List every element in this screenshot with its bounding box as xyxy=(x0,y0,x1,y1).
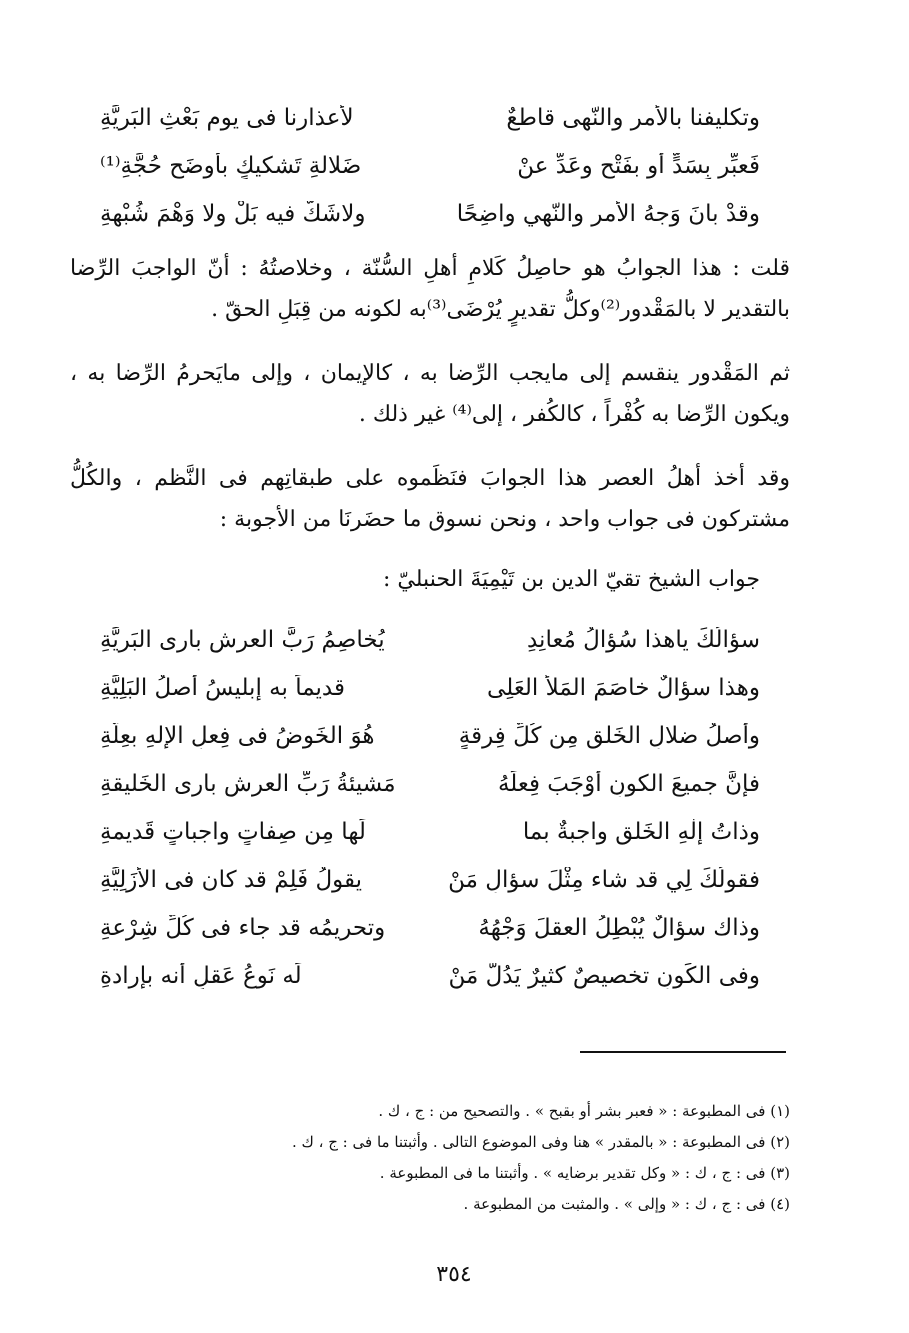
verse-hemistich-second: ضَلالةِ تَشكيكٍ بأوضَحِ حُجَّةِ⁽¹⁾ xyxy=(100,153,362,179)
paragraph-decree: ثم المَقْدور ينقسم إلى مايجب الرِّضا به ، كالإيمان ، وإلى مايَحرمُ الرِّضا به ، ويكون الرِّضا به كُفْراً ، كالكُفر ، إلى⁽⁴⁾ غير ذلك . xyxy=(70,361,790,427)
verse-line xyxy=(100,760,760,808)
verse-line xyxy=(100,94,760,142)
verse-hemistich-second: ولاشَكَّ فيه بَلْ ولا وَهْمَ شُبْهةِ xyxy=(100,201,366,227)
verse-group-top xyxy=(100,94,760,238)
footnote-separator xyxy=(580,1051,786,1053)
verse-hemistich-first: فقولُكَ لِي قد شاء مِثْلَ سؤالِ مَنْ xyxy=(448,867,760,893)
footnote-item: (٤) فى : ج ، ك : « وإلى » . والمثبت من المطبوعة . xyxy=(463,1195,790,1213)
verse-hemistich-second: لَها مِن صِفاتٍ واجباتٍ قَديمةِ xyxy=(100,819,366,845)
verse-line xyxy=(100,952,760,1000)
footnote-item: (١) فى المطبوعة : « فعبر بشر أو بقبح » . والتصحيح من : ج ، ك . xyxy=(378,1102,790,1120)
verse-line xyxy=(100,712,760,760)
verse-hemistich-first: وذاك سؤالٌ يُبْطِلُ العقلَ وَجْهُهُ xyxy=(478,915,760,941)
footnote-item: (٢) فى المطبوعة : « بالمقدر » هنا وفى الموضوع التالى . وأثبتنا ما فى : ج ، ك . xyxy=(291,1133,790,1151)
verse-hemistich-second: يقولُ فَلِمْ قد كان فى الأزَلِيَّةِ xyxy=(100,867,363,893)
verse-hemistich-first: وتكليفنا بالأمرِ والنّهى قاطعٌ xyxy=(506,105,760,131)
verse-hemistich-second: وتحريمُه قد جاء فى كُلِّ شِرْعةِ xyxy=(100,915,386,941)
verse-hemistich-second: يُخاصِمُ رَبَّ العرشِ بارِى البَرِيَّةِ xyxy=(100,627,385,653)
verse-line xyxy=(100,664,760,712)
verse-hemistich-first: فَعبِّر بِسَدٍّ أو بفَتْحٍ وعَدِّ عنْ xyxy=(517,153,760,179)
verse-hemistich-first: وقدْ بانَ وَجهُ الأمرِ والنّهيِ واضِحًا xyxy=(456,201,760,227)
verse-line xyxy=(100,616,760,664)
verse-line xyxy=(100,190,760,238)
verse-hemistich-first: وذاتُ إلٰهِ الخَلقِ واجبةٌ بما xyxy=(522,819,760,845)
footnotes xyxy=(120,1096,790,1220)
verse-line xyxy=(100,142,760,190)
verse-hemistich-second: قديماً به إبليسُ أصلُ البَلِيَّةِ xyxy=(100,675,345,701)
footnote-item: (٣) فى : ج ، ك : « وكل تقدير برضايه » . وأثبتنا ما فى المطبوعة . xyxy=(379,1164,790,1182)
verse-hemistich-second: مَشيئةُ رَبِّ العرشِ بارِى الخَليقةِ xyxy=(100,771,396,797)
answer-heading: جواب الشيخ تقيّ الدين بن تَيْمِيَةَ الحنبليّ : xyxy=(383,567,760,592)
verse-hemistich-first: فإنَّ جميعَ الكونِ أوْجَبَ فِعلَهُ xyxy=(497,771,760,797)
paragraph-commentary: قلت : هذا الجوابُ هو حاصِلُ كَلامِ أهلِ السُّنّة ، وخلاصتُهُ : أنّ الواجبَ الرِّضا بالتقدير لا بالمَقْدور⁽²⁾وكلُّ تقديرٍ يُرْضَى⁽³⁾به لكونه من قِبَلِ الحقّ . xyxy=(70,256,790,322)
verse-group-main xyxy=(100,616,760,1000)
verse-line xyxy=(100,808,760,856)
verse-hemistich-first: وأصلُ ضلالِ الخَلقِ مِن كُلِّ فِرقةٍ xyxy=(458,723,760,749)
verse-hemistich-first: وفى الكَونِ تخصيصٌ كثيرٌ يَدُلُّ مَنْ xyxy=(448,963,760,989)
verse-line xyxy=(100,904,760,952)
verse-hemistich-second: هُوَ الخَوضُ فى فِعلِ الإِلهِ بعِلَّةِ xyxy=(100,723,375,749)
verse-hemistich-first: سؤالُكَ ياهذا سُؤالُ مُعانِدِ xyxy=(526,627,760,653)
paragraph-answers: وقد أخذ أهلُ العصر هذا الجوابَ فنَظَموه على طبقاتِهم فى النَّظم ، والكُلُّ مشتركون فى جواب واحد ، ونحن نسوق ما حضَرنَا من الأجوبة : xyxy=(70,466,790,532)
verse-hemistich-first: وهذا سؤالٌ خاصَمَ المَلأَ العَلِى xyxy=(487,675,760,701)
verse-hemistich-second: لَه نَوعُ عَقلٍ أنه بإرادةِ xyxy=(100,963,302,989)
verse-hemistich-second: لأعذارِنا فى يومِ بَعْثِ البَرِيَّةِ xyxy=(100,105,354,131)
verse-line xyxy=(100,856,760,904)
page-number: ٣٥٤ xyxy=(436,1262,472,1287)
